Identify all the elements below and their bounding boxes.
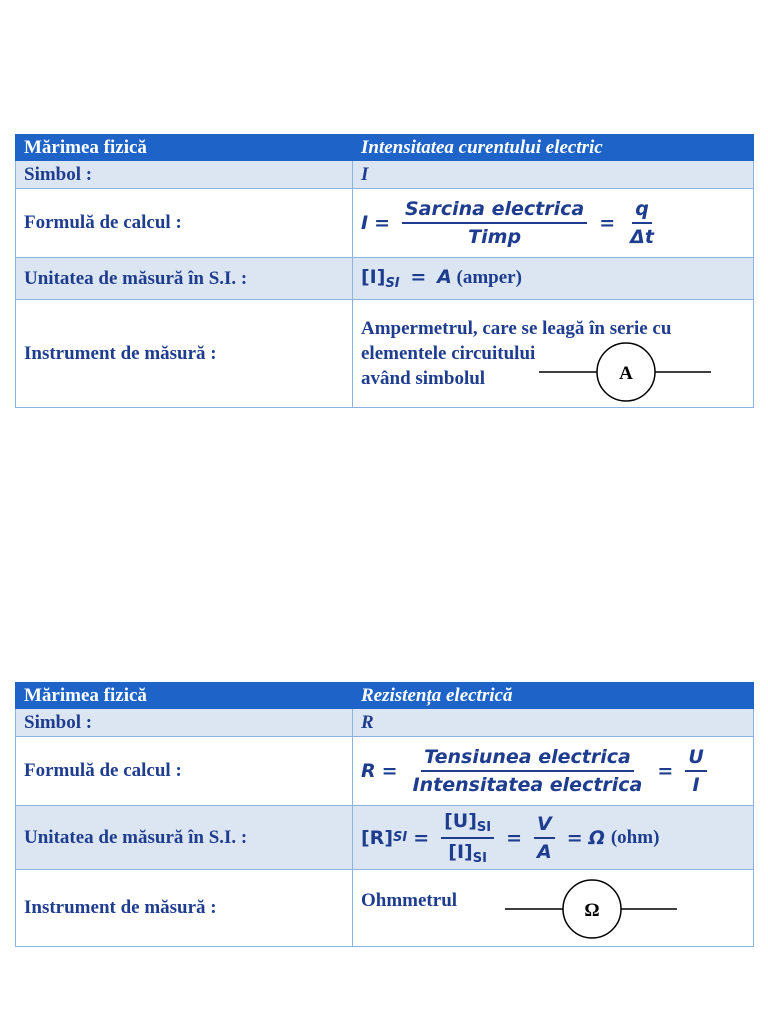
unit-equals: = — [506, 826, 523, 849]
unit-row — [16, 806, 754, 870]
table-resistance — [15, 682, 754, 947]
formula-fraction — [627, 198, 657, 248]
unit-equals: = — [566, 826, 583, 849]
unit-equals: = — [410, 266, 427, 288]
instrument-cell — [353, 300, 754, 408]
symbol-label: Simbol : — [16, 161, 353, 189]
formula-equals: = — [599, 212, 616, 234]
unit-row — [16, 258, 754, 300]
formula-label: Formulă de calcul : — [16, 737, 353, 806]
fraction-denominator: A — [537, 840, 552, 863]
unit-label: Unitatea de măsură în S.I. : — [16, 258, 353, 300]
fraction-numerator — [441, 810, 494, 839]
formula-fraction — [685, 746, 706, 796]
instrument-line: având simbolul — [361, 368, 486, 389]
formula-equation — [361, 746, 745, 796]
numerator-subscript: SI — [476, 819, 492, 835]
numerator-text: [U] — [444, 809, 477, 832]
formula-lhs: I — [361, 212, 369, 234]
instrument-line: Ampermetrul, care se leagă în serie cu — [361, 318, 672, 339]
unit-fraction — [441, 810, 494, 866]
fraction-denominator: Timp — [468, 226, 522, 248]
symbol-label: Simbol : — [16, 709, 353, 737]
fraction-numerator: Tensiunea electrica — [421, 746, 634, 772]
unit-symbol: A — [437, 266, 452, 288]
fraction-denominator: Intensitatea electrica — [412, 774, 643, 796]
symbol-row — [16, 709, 754, 737]
unit-fraction — [534, 813, 555, 863]
formula-equation — [361, 198, 745, 248]
table-current — [15, 134, 754, 408]
instrument-cell — [353, 870, 754, 947]
header-row — [16, 135, 754, 161]
unit-subscript: SI — [393, 830, 408, 845]
ammeter-symbol-icon — [539, 342, 719, 402]
formula-equals: = — [381, 760, 398, 782]
unit-cell — [353, 258, 754, 300]
fraction-numerator: q — [632, 198, 652, 224]
formula-equals: = — [374, 212, 390, 234]
unit-bracket: $[I]_{SI}$ — [361, 266, 400, 291]
symbol-row — [16, 161, 754, 189]
unit-symbol: Ω — [588, 826, 605, 849]
header-label: Mărimea fizică — [16, 683, 353, 709]
header-value: Rezistența electrică — [353, 683, 754, 709]
instrument-line: elementele circuitului — [361, 343, 536, 364]
instrument-row — [16, 870, 754, 947]
header-value: Intensitatea curentului electric — [353, 135, 754, 161]
unit-subscript: SI — [385, 276, 400, 291]
formula-equals: = — [657, 760, 674, 782]
formula-row — [16, 737, 754, 806]
formula-fraction — [402, 198, 587, 248]
fraction-denominator — [445, 839, 490, 866]
denominator-subscript: SI — [472, 850, 487, 866]
fraction-denominator: Δt — [630, 226, 654, 248]
unit-equation — [361, 810, 745, 866]
formula-label: Formulă de calcul : — [16, 189, 353, 258]
unit-cell — [353, 806, 754, 870]
ammeter-symbol-label: A — [619, 363, 633, 384]
instrument-row — [16, 300, 754, 408]
formula-cell — [353, 189, 754, 258]
denominator-text: [I] — [448, 840, 473, 863]
header-label: Mărimea fizică — [16, 135, 353, 161]
instrument-label: Instrument de măsură : — [16, 870, 353, 947]
unit-bracket: [R] — [361, 826, 393, 849]
formula-cell — [353, 737, 754, 806]
header-row — [16, 683, 754, 709]
unit-name: (amper) — [456, 267, 522, 288]
fraction-numerator: V — [534, 813, 555, 839]
unit-equals: = — [413, 826, 430, 849]
instrument-text — [361, 888, 457, 913]
unit-label: Unitatea de măsură în S.I. : — [16, 806, 353, 870]
formula-row — [16, 189, 754, 258]
symbol-value: I — [353, 161, 754, 189]
instrument-label: Instrument de măsură : — [16, 300, 353, 408]
symbol-value: R — [353, 709, 754, 737]
fraction-numerator: U — [685, 746, 706, 772]
instrument-line: Ohmmetrul — [361, 890, 458, 911]
fraction-denominator: I — [692, 774, 700, 796]
fraction-numerator: Sarcina electrica — [402, 198, 587, 224]
ohmmeter-symbol-icon — [505, 877, 685, 941]
formula-fraction — [410, 746, 646, 796]
ohmmeter-symbol-label: Ω — [584, 900, 600, 921]
unit-name: (ohm) — [610, 826, 660, 848]
formula-lhs: R — [361, 760, 376, 782]
